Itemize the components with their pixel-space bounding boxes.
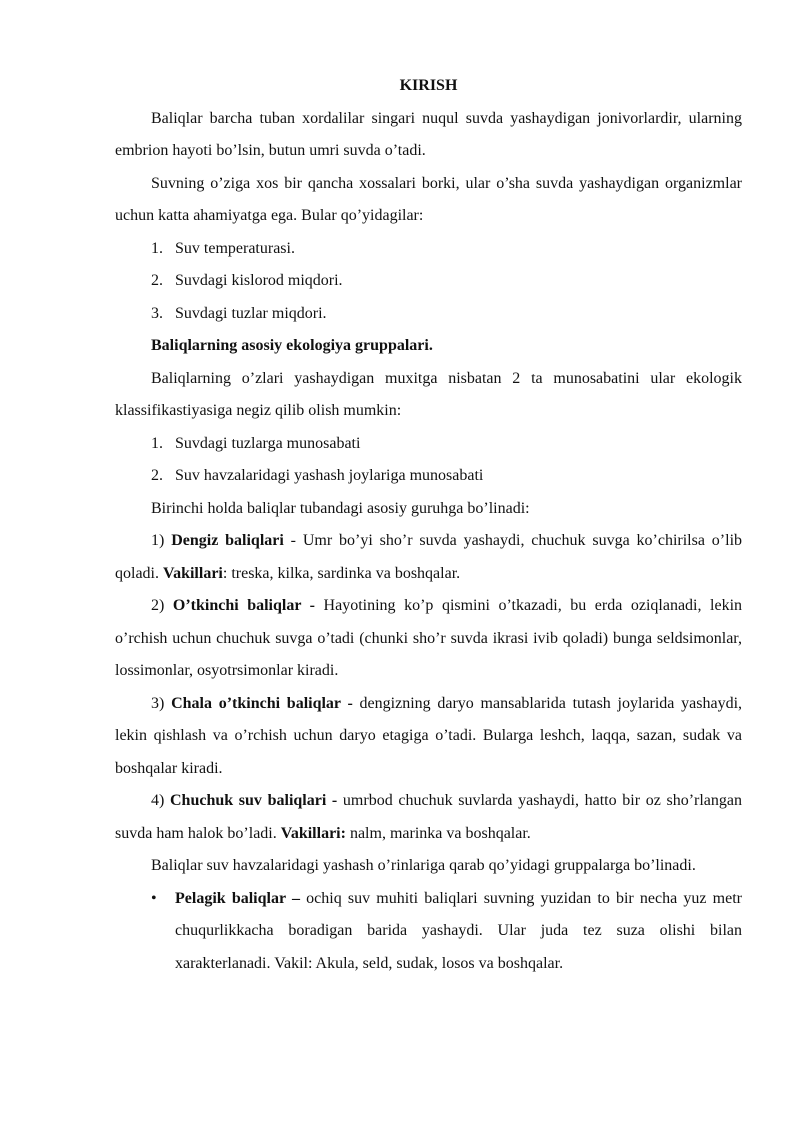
paragraph-intro: Baliqlar barcha tuban xordalilar singari nuqul suvda yashaydigan jonivorlardir, ularning embrion hayoti bo’lsin, butun umri suvda o’tadi. bbox=[115, 109, 742, 159]
group-item bbox=[115, 525, 742, 590]
list-text: Suvdagi tuzlar miqdori. bbox=[175, 304, 327, 322]
group-name: Dengiz baliqlari bbox=[171, 532, 284, 549]
list-number: 2. bbox=[151, 272, 163, 289]
group-examples-label: Vakillari bbox=[163, 564, 223, 582]
group-description: Hayotining ko’p qismini o’tkazadi, bu erda oziqlanadi, lekin o’rchish uchun chuchuk suvga o’tadi (chunki sho’r suvda ikrasi ivib qoladi) bunga seldsimonlar, lossimonlar, osyotrsimonlar kiradi. bbox=[115, 597, 743, 679]
group-number: 2) bbox=[151, 597, 165, 614]
page-title: KIRISH bbox=[399, 77, 458, 94]
bullet-description: ochiq suv muhiti baliqlari suvning yuzidan to bir necha yuz metr chuqurlikkacha boradigan barida yashaydi. Ular juda tez suza olishi bilan xarakterlanadi. Vakil: Akula, seld, sudak, losos va boshqalar. bbox=[175, 889, 743, 972]
group-description: - Umr bo’yi sho’r suvda yashaydi, chuchuk suvga ko’chirilsa o’lib qoladi. bbox=[115, 532, 743, 582]
group-item bbox=[115, 590, 742, 688]
bullet-text bbox=[175, 883, 742, 981]
paragraph-classification: Baliqlarning o’zlari yashaydigan muxitga nisbatan 2 ta munosabatini ular ekologik klassifikastiyasiga negiz qilib olish mumkin: bbox=[115, 369, 742, 419]
group-name: Chala o’tkinchi baliqlar - bbox=[171, 694, 353, 712]
list-item bbox=[115, 233, 742, 266]
group-number: 4) bbox=[151, 792, 165, 809]
group-name: O’tkinchi baliqlar - bbox=[172, 597, 316, 614]
group-item bbox=[115, 785, 742, 850]
list-item bbox=[115, 298, 742, 331]
list-item bbox=[115, 460, 742, 493]
list-text: Suvdagi tuzlarga munosabati bbox=[175, 434, 361, 452]
group-description: umrbod chuchuk suvlarda yashaydi, hatto bir oz sho’rlangan suvda ham halok bo’ladi. bbox=[115, 792, 743, 842]
bullet-dot-icon: • bbox=[151, 889, 157, 907]
list-text: Suvdagi kislorod miqdori. bbox=[175, 272, 343, 289]
paragraph-groups-intro: Birinchi holda baliqlar tubandagi asosiy guruhga bo’linadi: bbox=[151, 499, 530, 517]
list-item bbox=[115, 428, 742, 461]
group-number: 1) bbox=[151, 532, 165, 549]
group-examples-label: Vakillari: bbox=[280, 824, 346, 842]
paragraph-water-properties: Suvning o’ziga xos bir qancha xossalari borki, ular o’sha suvda yashaydigan organizmlar uchun katta ahamiyatga ega. Bular qo’yidagilar: bbox=[115, 174, 742, 224]
paragraph-habitat-groups: Baliqlar suv havzalaridagi yashash o’rinlariga qarab qo’yidagi gruppalarga bo’linadi. bbox=[151, 857, 696, 874]
list-number: 1. bbox=[151, 239, 163, 257]
group-description: dengizning daryo mansablarida tutash joylarida yashaydi, lekin qishlash va o’rchish uchun daryo etagiga o’tadi. Bularga leshch, laqqa, sazan, sudak va boshqalar kiradi. bbox=[115, 694, 743, 777]
bullet-term: Pelagik baliqlar – bbox=[175, 889, 300, 907]
group-name: Chuchuk suv baliqlari - bbox=[170, 792, 338, 809]
bullet-item bbox=[151, 883, 742, 981]
group-item bbox=[115, 688, 742, 786]
list-text: Suv havzalaridagi yashash joylariga munosabati bbox=[175, 467, 484, 484]
list-number: 2. bbox=[151, 467, 163, 484]
section-heading: Baliqlarning asosiy ekologiya gruppalari. bbox=[151, 337, 433, 354]
list-number: 3. bbox=[151, 304, 163, 322]
list-text: Suv temperaturasi. bbox=[175, 239, 295, 257]
document-page bbox=[115, 70, 742, 980]
list-item bbox=[115, 265, 742, 298]
group-number: 3) bbox=[151, 694, 165, 712]
list-number: 1. bbox=[151, 434, 163, 452]
group-examples: : treska, kilka, sardinka va boshqalar. bbox=[222, 564, 461, 582]
group-examples: nalm, marinka va boshqalar. bbox=[345, 824, 531, 842]
